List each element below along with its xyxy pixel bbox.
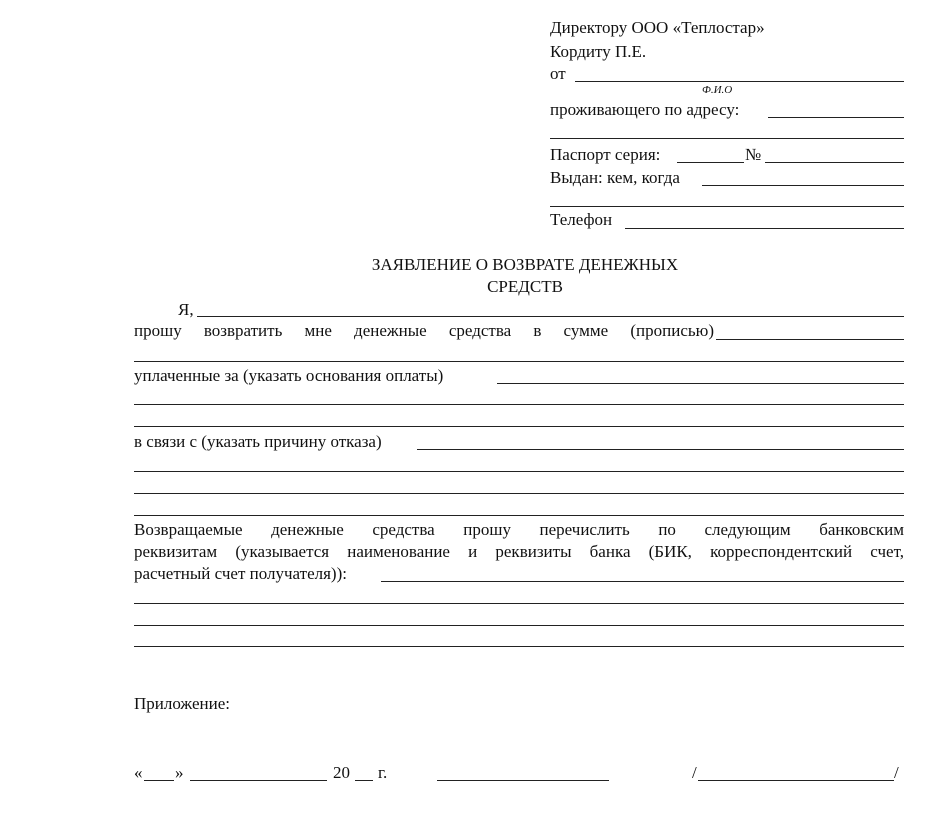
date-year-field[interactable] — [355, 780, 373, 781]
reason-field-2[interactable] — [134, 471, 904, 472]
bank-field-4[interactable] — [134, 646, 904, 647]
bank-field-3[interactable] — [134, 625, 904, 626]
phone-label: Телефон — [550, 210, 613, 229]
issued-field-1[interactable] — [702, 185, 904, 186]
reason-field-3[interactable] — [134, 493, 904, 494]
amount-field-1[interactable] — [716, 339, 904, 340]
document-title-line-1: ЗАЯВЛЕНИЕ О ВОЗВРАТЕ ДЕНЕЖНЫХ — [371, 255, 679, 274]
signature-field[interactable] — [437, 780, 609, 781]
from-label: от — [550, 64, 566, 83]
phone-field[interactable] — [625, 228, 904, 229]
document-title-line-2: СРЕДСТВ — [487, 277, 563, 296]
reason-field-4[interactable] — [134, 515, 904, 516]
address-label: проживающего по адресу: — [550, 100, 740, 119]
amount-label: прошу возвратить мне денежные средства в сумме (прописью) — [134, 321, 714, 340]
paid-for-field-2[interactable] — [134, 404, 904, 405]
reason-field-1[interactable] — [417, 449, 904, 450]
address-field-1[interactable] — [768, 117, 904, 118]
fio-field[interactable] — [575, 81, 904, 82]
amount-field-2[interactable] — [134, 361, 904, 362]
fio-hint: Ф.И.О — [702, 84, 733, 96]
issued-field-2[interactable] — [550, 206, 904, 207]
passport-number-label: № — [745, 145, 762, 164]
date-day-field[interactable] — [144, 780, 174, 781]
issued-label: Выдан: кем, когда — [550, 168, 680, 187]
signature-name-field[interactable] — [698, 780, 894, 781]
bank-text-line-1: Возвращаемые денежные средства прошу перечислить по следующим банковским — [134, 520, 904, 539]
passport-series-field[interactable] — [677, 162, 744, 163]
bank-text-line-3: расчетный счет получателя)): — [134, 564, 347, 583]
year-suffix: г. — [378, 763, 388, 782]
passport-series-label: Паспорт серия: — [550, 145, 661, 164]
date-month-field[interactable] — [190, 780, 327, 781]
paid-for-label: уплаченные за (указать основания оплаты) — [134, 366, 444, 385]
name-field[interactable] — [197, 316, 904, 317]
i-label: Я, — [178, 300, 194, 319]
year-prefix: 20 — [333, 763, 350, 782]
bank-text-line-2: реквизитам (указывается наименование и реквизиты банка (БИК, корреспондентский счет, — [134, 542, 904, 561]
bank-field-1[interactable] — [381, 581, 904, 582]
signature-slash-right: / — [894, 763, 899, 782]
signature-slash-left: / — [692, 763, 697, 782]
paid-for-field-3[interactable] — [134, 426, 904, 427]
addressee-line-2: Кордиту П.Е. — [550, 42, 647, 61]
date-open-quote: « — [134, 763, 143, 782]
bank-field-2[interactable] — [134, 603, 904, 604]
paid-for-field-1[interactable] — [497, 383, 904, 384]
addressee-line-1: Директору ООО «Теплостар» — [550, 18, 765, 37]
date-close-quote: » — [175, 763, 184, 782]
address-field-2[interactable] — [550, 138, 904, 139]
attachment-label: Приложение: — [134, 694, 230, 713]
reason-label: в связи с (указать причину отказа) — [134, 432, 382, 451]
passport-number-field[interactable] — [765, 162, 904, 163]
